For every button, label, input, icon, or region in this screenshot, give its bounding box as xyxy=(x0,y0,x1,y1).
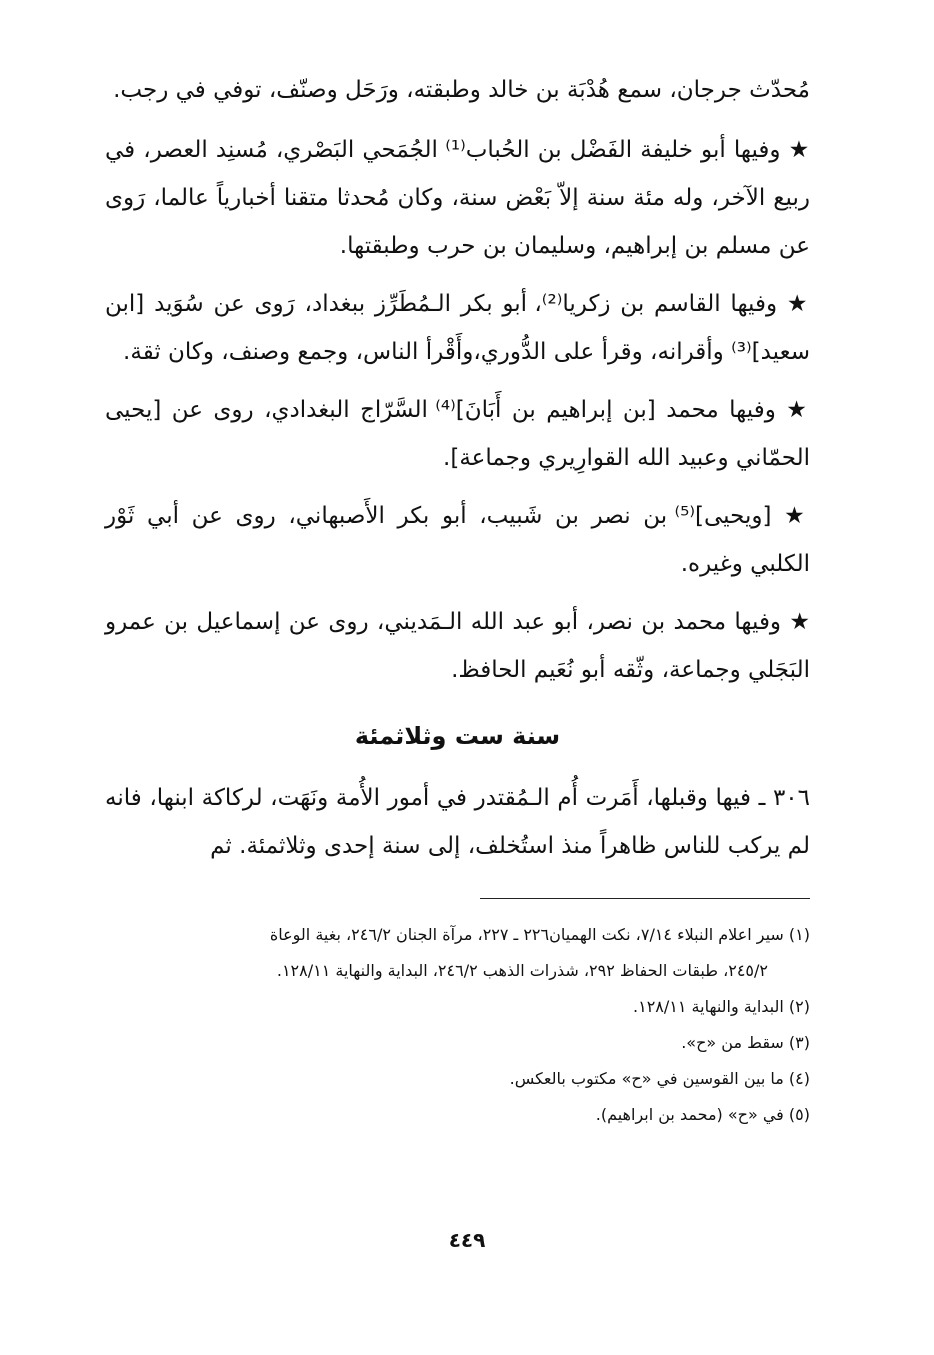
footnote-divider xyxy=(480,898,810,899)
footnote-5: (٥) في «ح» (محمد بن ابراهيم). xyxy=(595,1105,810,1124)
entry-306: ٣٠٦ ـ فيها وقبلها، أَمَرت أُم الـمُقتدر في أمور الأُمة ونَهَت، لركاكة ابنها، فانه لم يركب للناس ظاهراً منذ استُخلف، إلى سنة إحدى وثلاثمئة. ثم xyxy=(105,785,810,859)
paragraph-abu-khalifa: ★ وفيها أبو خليفة الفَضْل بن الحُباب⁽¹⁾ الجُمَحي البَصْري، مُسنِد العصر، في ربيع الآخر، وله مئة سنة إلاّ بَعْض سنة، وكان مُحدثا متقنا أخبارياً عالما، رَوى عن مسلم بن إبراهيم، وسليمان بن حرب وطبقتها. xyxy=(105,137,810,259)
paragraph-qasim: ★ وفيها القاسم بن زكريا⁽²⁾، أبو بكر الـمُطَرِّز ببغداد، رَوى عن سُوَيد [ابن سعيد]⁽³⁾ وأقرانه، وقرأ على الدُّوري،وأَقْرأ الناس، وجمع وصنف، وكان ثقة. xyxy=(105,291,810,365)
page-content xyxy=(105,66,810,1306)
footnote-1-continued: ٢٤٥/٢، طبقات الحفاظ ٢٩٢، شذرات الذهب ٢٤٦/٢، البداية والنهاية ١٢٨/١١. xyxy=(276,961,768,980)
paragraph-yahya: ★ [ويحيى]⁽⁵⁾ بن نصر بن شَبيب، أبو بكر الأَصبهاني، روى عن أبي ثَوْر الكلبي وغيره. xyxy=(105,503,811,577)
paragraph-continuation: مُحدّث جرجان، سمع هُدْبَة بن خالد وطبقته، ورَحَل وصنّف، توفي في رجب. xyxy=(113,77,810,103)
footnote-3: (٣) سقط من «ح». xyxy=(681,1033,810,1052)
section-heading: سنة ست وثلاثمئة xyxy=(354,722,561,750)
page-number: ٤٤٩ xyxy=(448,1228,486,1252)
footnote-4: (٤) ما بين القوسين في «ح» مكتوب بالعكس. xyxy=(509,1069,810,1088)
paragraph-muhammad-nasr: ★ وفيها محمد بن نصر، أبو عبد الله الـمَديني، روى عن إسماعيل بن عمرو البَجَلي وجماعة، وثّقه أبو نُعَيم الحافظ. xyxy=(105,609,810,683)
footnote-2: (٢) البداية والنهاية ١٢٨/١١. xyxy=(633,997,810,1016)
paragraph-muhammad-sarraj: ★ وفيها محمد [بن إبراهيم بن أَبَانَ]⁽⁴⁾ السَّرّاج البغدادي، روى عن [يحيى الحمّاني وعبيد الله القوارِيري وجماعة]. xyxy=(105,397,810,471)
footnotes xyxy=(105,917,810,1133)
footnote-1: (١) سير اعلام النبلاء ٧/١٤، نكت الهميان٢٢٦ ـ ٢٢٧، مرآة الجنان ٢٤٦/٢، بغية الوعاة xyxy=(269,925,810,944)
